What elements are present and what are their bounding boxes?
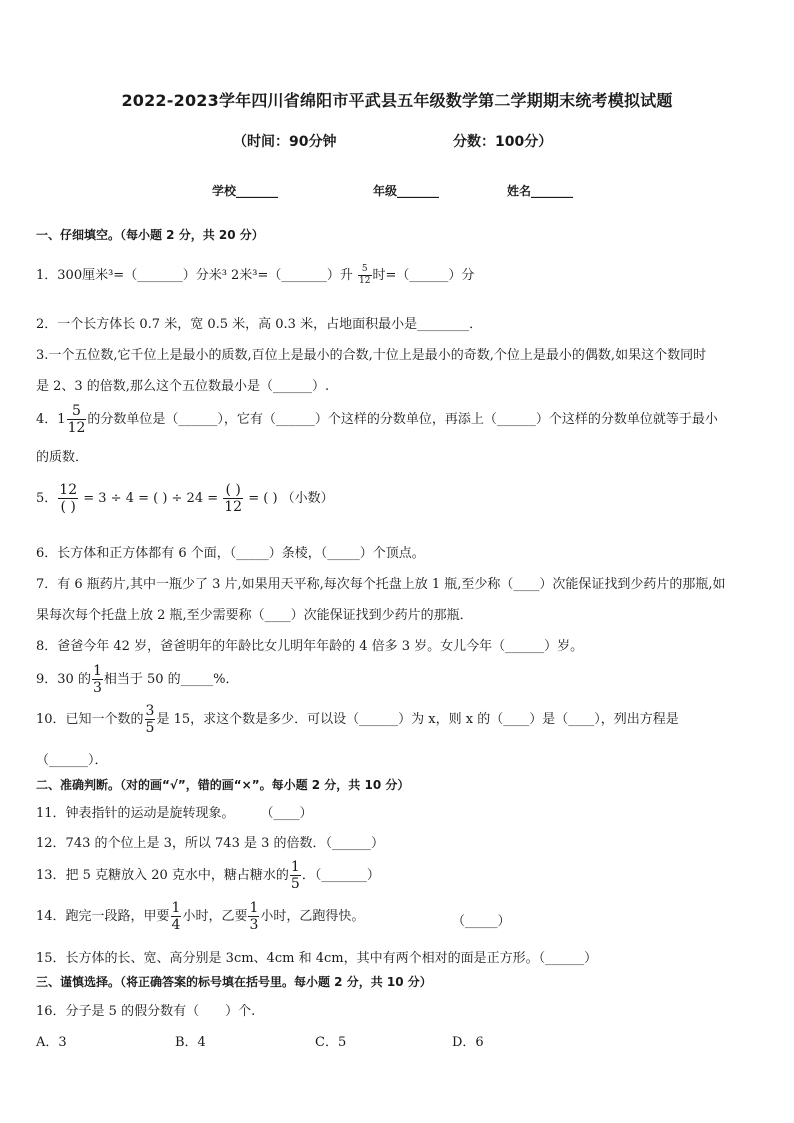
exam-score: 分数：100分） — [453, 134, 553, 150]
q16-option-c: C．5 — [315, 1035, 347, 1050]
q4-number: 4． — [36, 412, 58, 427]
q4-mixed-int: 1 — [57, 412, 66, 427]
q13-text-b: ．（_______） — [301, 868, 380, 883]
q13-frac-den: 5 — [290, 876, 300, 892]
q14-f1-num: 1 — [171, 900, 181, 916]
q9-text-b: 相当于 50 的_____%． — [103, 672, 239, 687]
question-2: 2．一个长方体长 0.7 米，宽 0.5 米，高 0.3 米，占地面积最小是________． — [36, 317, 483, 332]
q14-f1-den: 4 — [171, 917, 181, 933]
question-16: 16．分子是 5 的假分数有（ ）个. — [36, 1004, 256, 1019]
q9-text-a: 9．30 的 — [36, 672, 91, 687]
q5-f2-num: ( ) — [225, 482, 241, 498]
question-12: 12．743 的个位上是 3，所以 743 是 3 的倍数．（______） — [36, 836, 385, 851]
question-10 — [36, 704, 679, 735]
question-15: 15．长方体的长、宽、高分别是 3cm、4cm 和 4cm，其中有两个相对的面是正方形。（______） — [36, 951, 598, 966]
page-title: 2022-2023学年四川省绵阳市平武县五年级数学第二学期期末统考模拟试题 — [121, 91, 673, 110]
q10-text-a: 10．已知一个数的 — [36, 712, 144, 727]
q10-text-b: 是 15，求这个数是多少．可以设（______）为 x，则 x 的（____）是（____），列出方程是 — [156, 712, 679, 727]
q14-text-a: 14．跑完一段路，甲要 — [36, 909, 170, 924]
section-2-heading: 二、准确判断。（对的画“√”，错的画“×”。每小题 2 分，共 10 分） — [36, 778, 410, 792]
q4-fraction — [67, 404, 87, 435]
q5-fraction-2 — [223, 483, 243, 514]
q5-f1-den: ( ) — [60, 499, 76, 515]
q9-frac-den: 3 — [92, 680, 102, 696]
q16-option-a: A．3 — [36, 1035, 67, 1050]
q13-text-a: 13．把 5 克糖放入 20 克水中，糖占糖水的 — [36, 868, 289, 883]
q14-f2-num: 1 — [249, 900, 259, 916]
q1-text-b: 时=（______）分 — [372, 268, 475, 283]
q10-frac-den: 5 — [145, 720, 155, 736]
q13-frac-num: 1 — [290, 859, 300, 875]
question-14 — [36, 901, 364, 932]
question-13 — [36, 860, 380, 891]
question-7-line-1: 7．有 6 瓶药片,其中一瓶少了 3 片,如果用天平称,每次每个托盘上放 1 瓶,至少称（____）次能保证找到少药片的那瓶,如 — [36, 577, 726, 592]
q14-fraction-1 — [171, 901, 182, 932]
section-1-heading: 一、仔细填空。（每小题 2 分，共 20 分） — [36, 228, 264, 242]
name-field: 姓名_______ — [507, 184, 574, 198]
question-1 — [36, 264, 474, 286]
q1-frac-den: 12 — [359, 276, 371, 286]
q16-option-b: B．4 — [175, 1035, 206, 1050]
q5-f1-num: 12 — [59, 482, 78, 498]
q5-f2-den: 12 — [224, 499, 243, 515]
q9-frac-num: 1 — [92, 663, 102, 679]
question-4 — [36, 404, 718, 435]
q9-fraction — [92, 664, 103, 695]
question-7-line-2: 果每次每个托盘上放 2 瓶,至少需要称（____）次能保证找到少药片的那瓶． — [36, 608, 473, 623]
q16-option-d: D．6 — [452, 1035, 484, 1050]
q1-frac-num: 5 — [361, 264, 368, 274]
question-10-line-2: （______）． — [36, 753, 108, 768]
q13-fraction — [290, 860, 301, 891]
q5-fraction-1 — [58, 483, 78, 514]
q5-text-b: = ( ) （小数） — [244, 491, 334, 506]
q14-f2-den: 3 — [249, 917, 259, 933]
question-11: 11．钟表指针的运动是旋转现象。 （____） — [36, 806, 313, 821]
q5-number: 5． — [36, 491, 58, 506]
question-3-line-1: 3.一个五位数,它千位上是最小的质数,百位上是最小的合数,十位上是最小的奇数,个位上是最小的偶数,如果这个数同时 — [36, 348, 707, 363]
q14-text-c: 小时，乙跑得快。 — [260, 909, 365, 924]
q10-fraction — [145, 704, 156, 735]
q14-fraction-2 — [248, 901, 259, 932]
grade-field: 年级_______ — [373, 184, 440, 198]
question-9 — [36, 664, 239, 695]
q4-text: 的分数单位是（______），它有（______）个这样的分数单位，再添上（______）个这样的分数单位就等于最小 — [87, 412, 718, 427]
exam-time: （时间：90分钟 — [233, 134, 337, 150]
question-4-line-2: 的质数． — [36, 450, 89, 465]
question-8: 8．爸爸今年 42 岁，爸爸明年的年龄比女儿明年年龄的 4 倍多 3 岁。女儿今年（______）岁。 — [36, 639, 584, 654]
question-14-answer-blank: （_____） — [452, 914, 511, 929]
q4-frac-num: 5 — [72, 403, 81, 419]
question-6: 6．长方体和正方体都有 6 个面，（_____）条棱，（_____）个顶点。 — [36, 546, 425, 561]
q5-text-a: = 3 ÷ 4 = ( ) ÷ 24 = — [79, 491, 223, 506]
section-3-heading: 三、谨慎选择。（将正确答案的标号填在括号里。每小题 2 分，共 10 分） — [36, 975, 432, 989]
q1-fraction — [358, 265, 371, 286]
q1-text-a: 1．300厘米³=（_______）分米³ 2米³=（_______）升 — [36, 268, 358, 283]
question-3-line-2: 是 2、3 的倍数,那么这个五位数最小是（______）. — [36, 379, 330, 394]
q10-frac-num: 3 — [145, 703, 155, 719]
question-5 — [36, 483, 334, 514]
q4-frac-den: 12 — [67, 420, 86, 436]
q14-text-b: 小时，乙要 — [182, 909, 248, 924]
school-field: 学校_______ — [212, 184, 279, 198]
